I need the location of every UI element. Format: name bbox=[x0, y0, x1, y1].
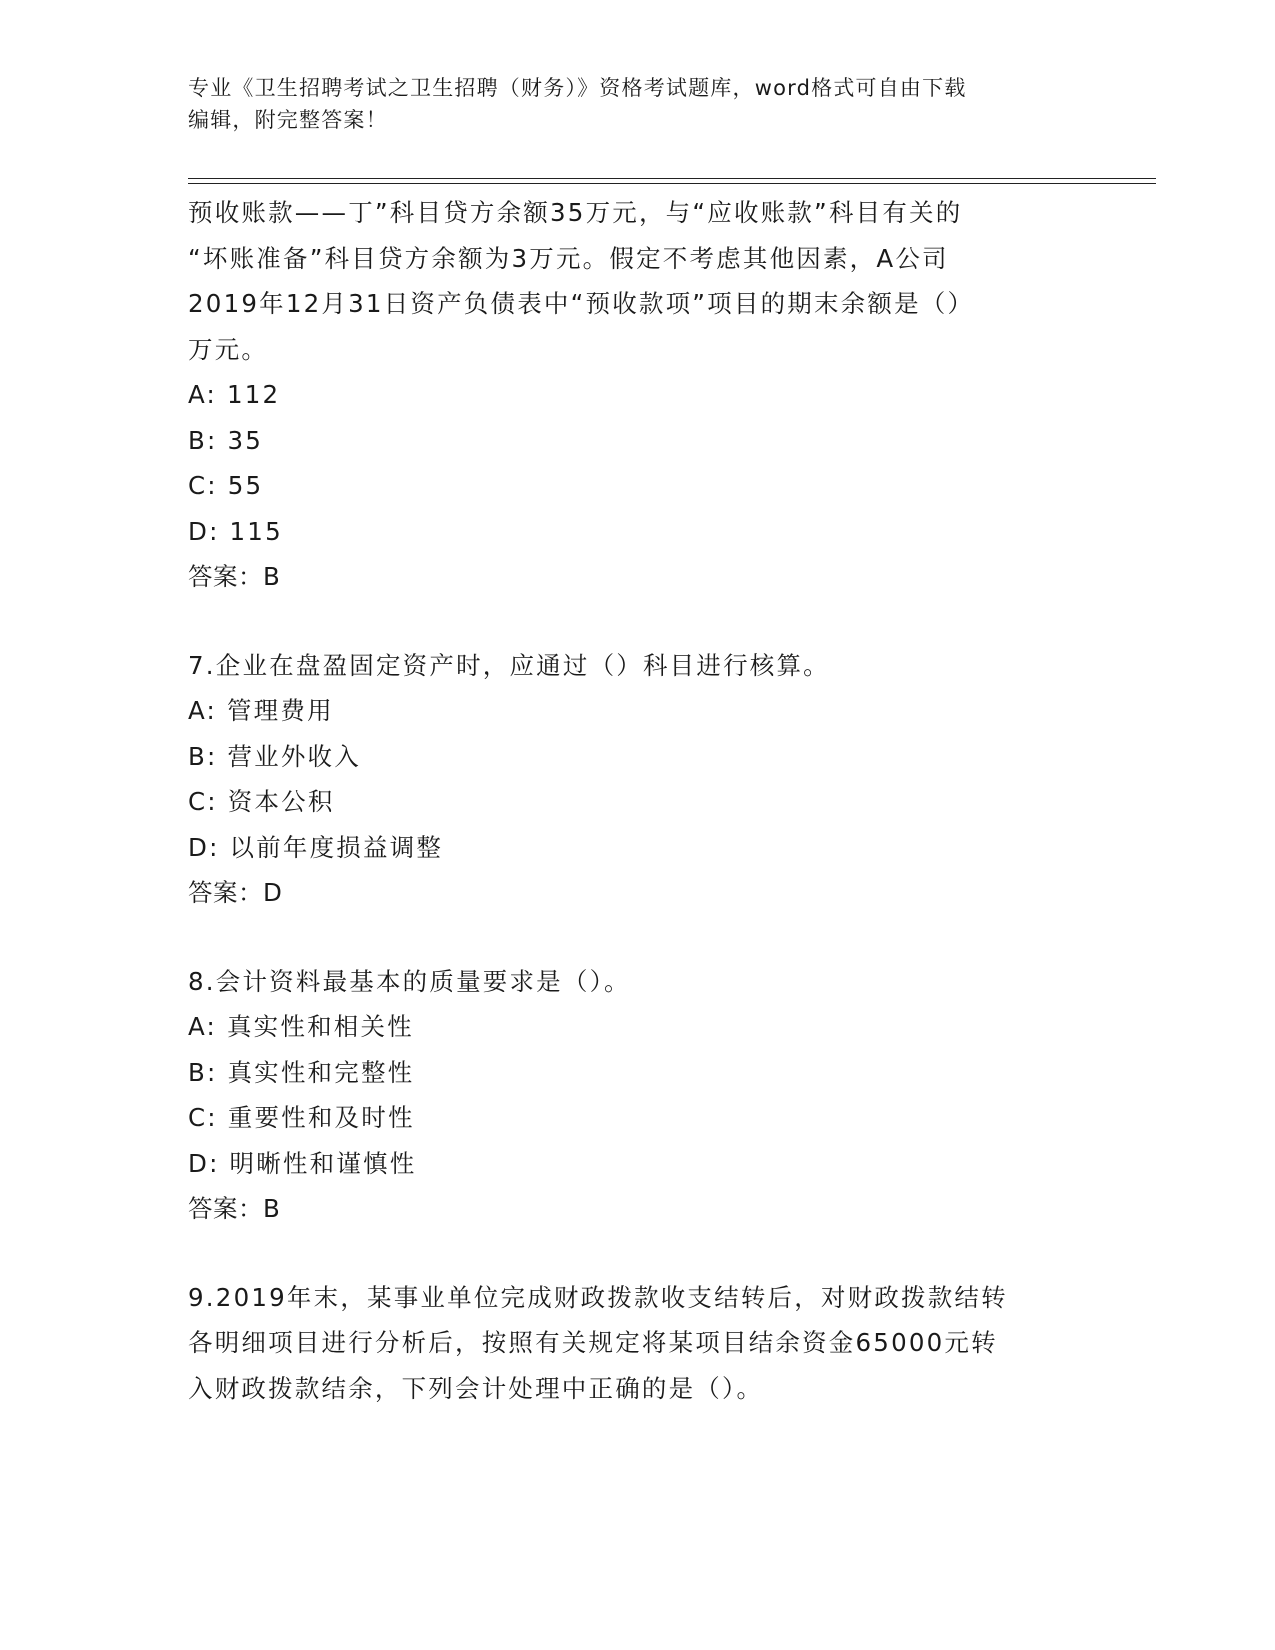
header-line-2: 编辑，附完整答案！ bbox=[188, 108, 388, 132]
question-9 bbox=[188, 1275, 1088, 1412]
header-rule-top bbox=[188, 178, 1156, 179]
question-7 bbox=[188, 643, 1088, 916]
question-7-option-b: B: 营业外收入 bbox=[188, 741, 361, 771]
header-rule-bottom bbox=[188, 183, 1156, 184]
question-6-text-line-4: 万元。 bbox=[188, 334, 269, 364]
question-8 bbox=[188, 959, 1088, 1232]
question-7-option-d: D: 以前年度损益调整 bbox=[188, 832, 444, 862]
question-6-option-b: B: 35 bbox=[188, 425, 264, 455]
question-6-answer: 答案：B bbox=[188, 562, 281, 591]
question-6-option-c: C: 55 bbox=[188, 471, 264, 500]
question-8-option-a: A: 真实性和相关性 bbox=[188, 1012, 414, 1041]
question-6-option-d: D: 115 bbox=[188, 516, 283, 546]
question-6-text-line-1: 预收账款——丁”科目贷方余额35万元，与“应收账款”科目有关的 bbox=[188, 198, 963, 227]
spacer bbox=[188, 1232, 1088, 1275]
spacer bbox=[188, 600, 1088, 643]
document-body bbox=[188, 190, 1088, 1411]
page-header bbox=[188, 72, 1088, 136]
question-7-option-a: A: 管理费用 bbox=[188, 696, 334, 725]
question-7-option-c: C: 资本公积 bbox=[188, 787, 335, 816]
question-8-option-c: C: 重要性和及时性 bbox=[188, 1103, 415, 1132]
question-8-option-d: D: 明晰性和谨慎性 bbox=[188, 1148, 417, 1178]
question-6-text-line-2: “坏账准备”科目贷方余额为3万元。假定不考虑其他因素，A公司 bbox=[188, 243, 949, 273]
question-7-text: 7.企业在盘盈固定资产时，应通过（）科目进行核算。 bbox=[188, 650, 830, 680]
question-8-option-b: B: 真实性和完整性 bbox=[188, 1057, 415, 1087]
question-6-text-line-3: 2019年12月31日资产负债表中“预收款项”项目的期末余额是（） bbox=[188, 289, 975, 318]
question-9-text-line-3: 入财政拨款结余，下列会计处理中正确的是（）。 bbox=[188, 1373, 764, 1403]
question-6 bbox=[188, 190, 1088, 600]
header-line-1: 专业《卫生招聘考试之卫生招聘（财务）》资格考试题库，word格式可自由下载 bbox=[188, 76, 967, 100]
question-7-answer: 答案：D bbox=[188, 878, 283, 907]
spacer bbox=[188, 916, 1088, 959]
question-6-option-a: A: 112 bbox=[188, 380, 281, 409]
question-8-text: 8.会计资料最基本的质量要求是（）。 bbox=[188, 966, 631, 996]
question-9-text-line-2: 各明细项目进行分析后，按照有关规定将某项目结余资金65000元转 bbox=[188, 1328, 998, 1357]
question-8-answer: 答案：B bbox=[188, 1194, 281, 1223]
question-9-text-line-1: 9.2019年末，某事业单位完成财政拨款收支结转后，对财政拨款结转 bbox=[188, 1282, 1008, 1312]
